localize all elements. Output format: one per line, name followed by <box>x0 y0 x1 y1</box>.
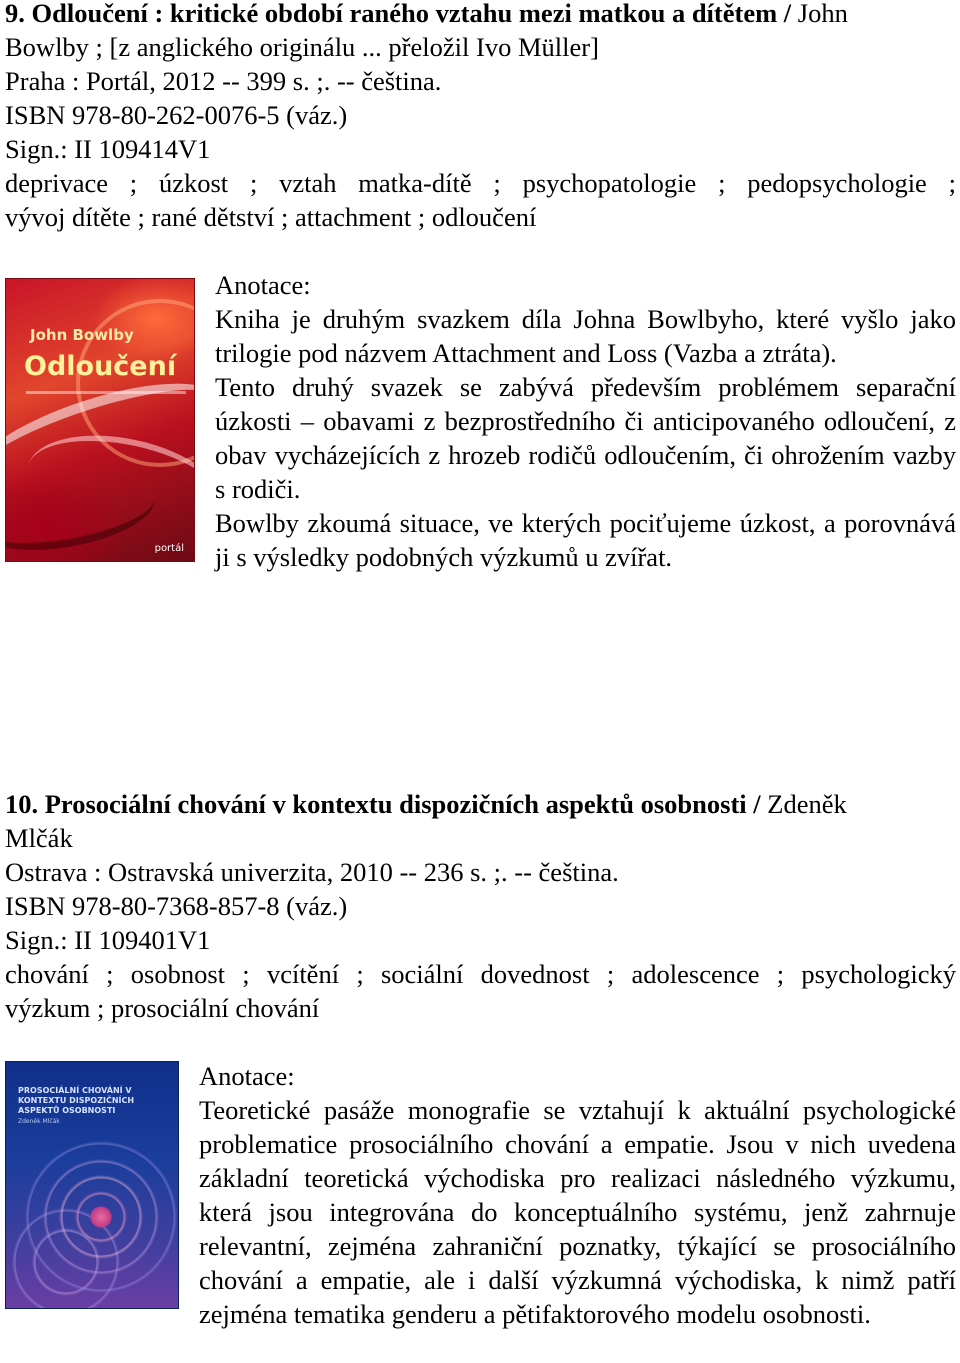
entry-signature: Sign.: II 109414V1 <box>5 134 211 164</box>
entry-publication: Praha : Portál, 2012 -- 399 s. ;. -- čeština. <box>5 66 442 96</box>
entry-isbn: ISBN 978-80-262-0076-5 (váz.) <box>5 100 348 130</box>
entry-title: Odloučení : kritické období raného vztahu mezi matkou a dítětem <box>31 0 778 28</box>
entry-heading: 9. Odloučení : kritické období raného vztahu mezi matkou a dítětem / John <box>5 0 848 28</box>
catalog-entry-9 <box>5 0 956 574</box>
entry-author-cont: Bowlby ; [z anglického originálu ... přeložil Ivo Müller] <box>5 32 599 62</box>
annotation-paragraph: Tento druhý svazek se zabývá především problémem separační úzkosti – obavami z bezprostředního či anticipovaného odloučení, z obav vycházejících z hrozeb rodičů odloučením, či ohrožením vazby s rodiči. <box>215 372 956 504</box>
cover-author: John Bowlby <box>30 326 134 344</box>
entry-title: Prosociální chování v kontextu dispozičních aspektů osobnosti <box>44 789 747 819</box>
entry-number: 9. <box>5 0 25 28</box>
book-cover-image <box>5 278 195 562</box>
entry-heading: 10. Prosociální chování v kontextu dispozičních aspektů osobnosti / Zdeněk <box>5 789 847 819</box>
catalog-entry-10 <box>5 787 956 1331</box>
entry-signature: Sign.: II 109401V1 <box>5 925 211 955</box>
cover-author: Zdeněk Mlčák <box>18 1118 60 1125</box>
annotation-paragraph: Bowlby zkoumá situace, ve kterých pociťujeme úzkost, a porovnává ji s výsledky podobných výzkumů u zvířat. <box>215 508 956 572</box>
entry-keywords-cont: výzkum ; prosociální chování <box>5 993 320 1023</box>
entry-author: Zdeněk <box>767 789 847 819</box>
annotation-paragraph: Teoretické pasáže monografie se vztahují k aktuální psychologické problematice prosociálního chování a empatie. Jsou v nich uvedena základní teoretická východiska pro realizaci následného výzkumu, která jsou integrována do konceptuálního systému, jenž zahrnuje relevantní, zejména zahraniční poznatky, týkající se prosociálního chování a empatie, ale i další výzkumná východiska, k nimž patří zejména tematika genderu a pětifaktorového modelu osobnosti. <box>199 1095 956 1329</box>
cover-title: Odloučení <box>24 351 177 382</box>
entry-author-cont: Mlčák <box>5 823 73 853</box>
cover-publisher: portál <box>154 543 184 554</box>
entry-isbn: ISBN 978-80-7368-857-8 (váz.) <box>5 891 348 921</box>
annotation-label: Anotace: <box>215 270 311 300</box>
annotation-label: Anotace: <box>199 1061 295 1091</box>
annotation-paragraph: Kniha je druhým svazkem díla Johna Bowlbyho, které vyšlo jako trilogie pod názvem Attachment and Loss (Vazba a ztráta). <box>215 304 956 368</box>
entry-number: 10. <box>5 789 39 819</box>
entry-publication: Ostrava : Ostravská univerzita, 2010 -- 236 s. ;. -- čeština. <box>5 857 619 887</box>
book-cover-image <box>5 1061 179 1309</box>
entry-keywords: deprivace ; úzkost ; vztah matka-dítě ; psychopatologie ; pedopsychologie ; <box>5 168 956 198</box>
cover-title: PROSOCIÁLNÍ CHOVÁNÍ V KONTEXTU DISPOZIČNÍCH ASPEKTŮ OSOBNOSTI <box>18 1086 135 1115</box>
entry-keywords-cont: vývoj dítěte ; rané dětství ; attachment ; odloučení <box>5 202 537 232</box>
entry-author: John <box>797 0 848 28</box>
entry-keywords: chování ; osobnost ; vcítění ; sociální dovednost ; adolescence ; psychologický <box>5 959 956 989</box>
